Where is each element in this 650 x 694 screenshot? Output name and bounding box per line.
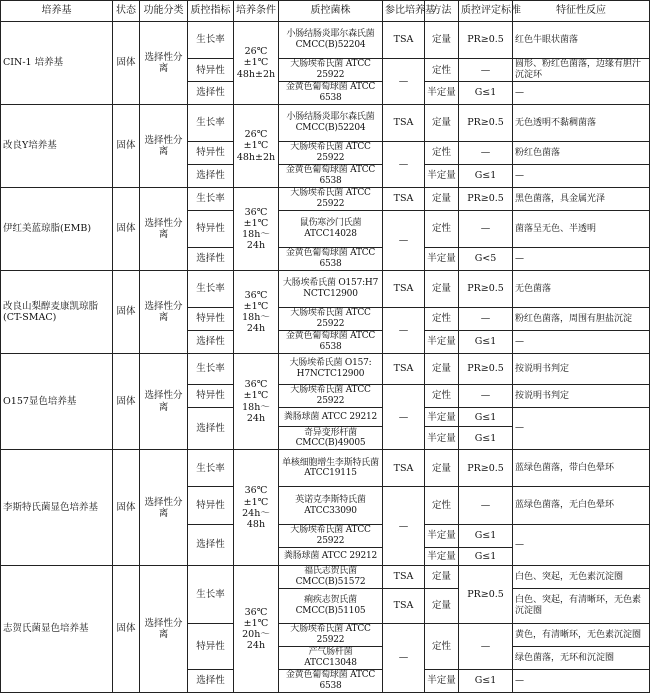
characteristic-reaction: 蓝绿色菌落，带白色晕环 <box>513 450 650 487</box>
characteristic-reaction: — <box>513 407 650 450</box>
header-state: 状态 <box>113 1 140 22</box>
qc-criterion: PR≥0.5 <box>459 22 513 59</box>
characteristic-reaction: 白色、突起，有清晰环，无色素沉淀圈 <box>513 589 650 624</box>
header-criterion: 质控评定标准 <box>459 1 513 22</box>
header-strain: 质控菌株 <box>279 1 383 22</box>
table-row <box>1 566 650 589</box>
reference-medium: TSA <box>383 450 425 487</box>
qc-criterion: — <box>459 308 513 331</box>
qc-method: 定量 <box>425 187 459 210</box>
medium-state: 固体 <box>113 187 140 270</box>
qc-strain: 大肠埃希氏菌 ATCC 25922 <box>279 308 383 331</box>
medium-name: 李斯特氏菌显色培养基 <box>1 450 113 566</box>
characteristic-reaction: 白色、突起，无色素沉淀圈 <box>513 566 650 589</box>
reference-medium: — <box>383 384 425 449</box>
qc-indicator: 选择性 <box>188 669 234 692</box>
qc-strain: 粪肠球菌 ATCC 29212 <box>279 407 383 427</box>
qc-strain: 大肠埃希氏菌 ATCC 25922 <box>279 187 383 210</box>
qc-strain: 福氏志贺氏菌 CMCC(B)51572 <box>279 566 383 589</box>
characteristic-reaction: — <box>513 331 650 354</box>
qc-indicator: 生长率 <box>188 104 234 141</box>
qc-indicator: 选择性 <box>188 248 234 271</box>
function-class: 选择性分离 <box>140 22 188 105</box>
characteristic-reaction: 粉红色菌落 <box>513 142 650 165</box>
culture-condition: 36℃±1℃ 18h～24h <box>234 187 279 270</box>
medium-name: CIN-1 培养基 <box>1 22 113 105</box>
medium-state: 固体 <box>113 353 140 449</box>
medium-name: 志贺氏菌显色培养基 <box>1 566 113 693</box>
table-row <box>1 22 650 59</box>
qc-criterion: G≤1 <box>459 669 513 692</box>
qc-strain: 痢疾志贺氏菌 CMCC(B)51105 <box>279 589 383 624</box>
function-class: 选择性分离 <box>140 187 188 270</box>
table-row <box>1 104 650 141</box>
qc-criterion: G≤1 <box>459 331 513 354</box>
qc-criterion: — <box>459 487 513 524</box>
reference-medium: — <box>383 308 425 354</box>
qc-indicator: 特异性 <box>188 210 234 247</box>
qc-method: 定性 <box>425 487 459 524</box>
table-row <box>1 450 650 487</box>
table-row <box>1 353 650 384</box>
medium-state: 固体 <box>113 270 140 353</box>
function-class: 选择性分离 <box>140 450 188 566</box>
culture-condition: 26℃±1℃ 48h±2h <box>234 22 279 105</box>
qc-method: 定量 <box>425 450 459 487</box>
table-row <box>1 270 650 307</box>
qc-method: 定性 <box>425 384 459 407</box>
qc-criterion: G≤1 <box>459 407 513 427</box>
characteristic-reaction: 菌落呈无色、半透明 <box>513 210 650 247</box>
qc-indicator: 生长率 <box>188 270 234 307</box>
reference-medium: — <box>383 59 425 105</box>
reference-medium: TSA <box>383 353 425 384</box>
medium-name: O157显色培养基 <box>1 353 113 449</box>
qc-indicator: 生长率 <box>188 187 234 210</box>
qc-criterion: G<5 <box>459 248 513 271</box>
characteristic-reaction: — <box>513 82 650 105</box>
function-class: 选择性分离 <box>140 566 188 693</box>
header-reference: 参比培养基 <box>383 1 425 22</box>
reference-medium: TSA <box>383 270 425 307</box>
qc-method: 定性 <box>425 308 459 331</box>
qc-strain: 金黄色葡萄球菌 ATCC 6538 <box>279 165 383 188</box>
qc-criterion: PR≥0.5 <box>459 353 513 384</box>
qc-criterion: PR≥0.5 <box>459 566 513 624</box>
qc-strain: 单核细胞增生李斯特氏菌 ATCC19115 <box>279 450 383 487</box>
qc-method: 定性 <box>425 142 459 165</box>
qc-method: 半定量 <box>425 407 459 427</box>
characteristic-reaction: 粉红色菌落，周围有胆盐沉淀 <box>513 308 650 331</box>
reference-medium: TSA <box>383 187 425 210</box>
qc-strain: 金黄色葡萄球菌 ATCC 6538 <box>279 82 383 105</box>
qc-method: 半定量 <box>425 427 459 450</box>
qc-indicator: 特异性 <box>188 624 234 670</box>
function-class: 选择性分离 <box>140 270 188 353</box>
qc-indicator: 特异性 <box>188 308 234 331</box>
qc-strain: 大肠埃希氏菌 O157: H7NCTC12900 <box>279 353 383 384</box>
table-row <box>1 187 650 210</box>
medium-name: 改良山梨醇麦康凯琼脂(CT-SMAC) <box>1 270 113 353</box>
qc-strain: 产气肠杆菌 ATCC13048 <box>279 647 383 670</box>
qc-indicator: 特异性 <box>188 59 234 82</box>
qc-strain: 大肠埃希氏菌 O157:H7 NCTC12900 <box>279 270 383 307</box>
medium-state: 固体 <box>113 22 140 105</box>
qc-method: 半定量 <box>425 331 459 354</box>
qc-criterion: — <box>459 210 513 247</box>
qc-strain: 大肠埃希氏菌 ATCC 25922 <box>279 624 383 647</box>
qc-method: 半定量 <box>425 669 459 692</box>
qc-criterion: PR≥0.5 <box>459 450 513 487</box>
reference-medium: — <box>383 487 425 566</box>
qc-method: 半定量 <box>425 248 459 271</box>
qc-method: 半定量 <box>425 165 459 188</box>
function-class: 选择性分离 <box>140 353 188 449</box>
header-medium: 培养基 <box>1 1 113 22</box>
medium-state: 固体 <box>113 450 140 566</box>
qc-indicator: 选择性 <box>188 407 234 450</box>
qc-method: 定量 <box>425 566 459 589</box>
qc-indicator: 特异性 <box>188 142 234 165</box>
qc-strain: 大肠埃希氏菌 ATCC 25922 <box>279 142 383 165</box>
reference-medium: TSA <box>383 589 425 624</box>
qc-strain: 小肠结肠炎耶尔森氏菌 CMCC(B)52204 <box>279 22 383 59</box>
header-row <box>1 1 650 22</box>
qc-strain: 小肠结肠炎耶尔森氏菌 CMCC(B)52204 <box>279 104 383 141</box>
reference-medium: — <box>383 624 425 693</box>
qc-indicator: 生长率 <box>188 566 234 624</box>
qc-criterion: — <box>459 624 513 670</box>
qc-method: 半定量 <box>425 547 459 566</box>
qc-criterion: G≤1 <box>459 82 513 105</box>
qc-indicator: 特异性 <box>188 487 234 524</box>
qc-method: 半定量 <box>425 82 459 105</box>
reference-medium: — <box>383 142 425 188</box>
characteristic-reaction: — <box>513 524 650 565</box>
qc-indicator: 生长率 <box>188 22 234 59</box>
qc-criterion: — <box>459 142 513 165</box>
characteristic-reaction: 蓝绿色菌落，无白色晕环 <box>513 487 650 524</box>
characteristic-reaction: 按说明书判定 <box>513 384 650 407</box>
header-function: 功能分类 <box>140 1 188 22</box>
qc-method: 定量 <box>425 589 459 624</box>
qc-method: 定性 <box>425 210 459 247</box>
medium-state: 固体 <box>113 104 140 187</box>
culture-condition: 36℃±1℃ 18h～24h <box>234 270 279 353</box>
qc-indicator: 选择性 <box>188 165 234 188</box>
qc-criterion: G≤1 <box>459 427 513 450</box>
header-indicator: 质控指标 <box>188 1 234 22</box>
reference-medium: — <box>383 210 425 270</box>
qc-indicator: 生长率 <box>188 450 234 487</box>
culture-condition: 36℃±1℃ 18h～24h <box>234 353 279 449</box>
culture-condition: 36℃±1℃ 20h～24h <box>234 566 279 693</box>
characteristic-reaction: 黄色，有清晰环，无色素沉淀圈 <box>513 624 650 647</box>
qc-indicator: 选择性 <box>188 331 234 354</box>
qc-strain: 大肠埃希氏菌 ATCC 25922 <box>279 59 383 82</box>
header-condition: 培养条件 <box>234 1 279 22</box>
qc-strain: 奇异变形杆菌 CMCC(B)49005 <box>279 427 383 450</box>
culture-condition: 36℃±1℃ 24h～48h <box>234 450 279 566</box>
qc-method: 定性 <box>425 624 459 670</box>
characteristic-reaction: — <box>513 248 650 271</box>
qc-strain: 大肠埃希氏菌 ATCC 25922 <box>279 524 383 547</box>
characteristic-reaction: 红色牛眼状菌落 <box>513 22 650 59</box>
function-class: 选择性分离 <box>140 104 188 187</box>
qc-indicator: 特异性 <box>188 384 234 407</box>
qc-strain: 金黄色葡萄球菌 ATCC 6538 <box>279 248 383 271</box>
qc-strain: 鼠伤寒沙门氏菌 ATCC14028 <box>279 210 383 247</box>
qc-method: 定性 <box>425 59 459 82</box>
qc-criterion: PR≥0.5 <box>459 187 513 210</box>
characteristic-reaction: — <box>513 669 650 692</box>
medium-state: 固体 <box>113 566 140 693</box>
reference-medium: TSA <box>383 566 425 589</box>
reference-medium: TSA <box>383 104 425 141</box>
qc-method: 定量 <box>425 270 459 307</box>
characteristic-reaction: 按说明书判定 <box>513 353 650 384</box>
culture-condition: 26℃±1℃ 48h±2h <box>234 104 279 187</box>
reference-medium: TSA <box>383 22 425 59</box>
qc-method: 定量 <box>425 104 459 141</box>
qc-method: 半定量 <box>425 524 459 547</box>
header-method: 方法 <box>425 1 459 22</box>
qc-strain: 英诺克李斯特氏菌 ATCC33090 <box>279 487 383 524</box>
qc-strain: 大肠埃希氏菌 ATCC 25922 <box>279 384 383 407</box>
characteristic-reaction: 圆形、粉红色菌落，边缘有胆汁沉淀环 <box>513 59 650 82</box>
qc-indicator: 选择性 <box>188 82 234 105</box>
qc-criterion: — <box>459 384 513 407</box>
qc-strain: 金黄色葡萄球菌 ATCC 6538 <box>279 669 383 692</box>
qc-method: 定量 <box>425 353 459 384</box>
qc-strain: 粪肠球菌 ATCC 29212 <box>279 547 383 566</box>
characteristic-reaction: 黑色菌落，具金属光泽 <box>513 187 650 210</box>
qc-method: 定量 <box>425 22 459 59</box>
medium-name: 伊红美蓝琼脂(EMB) <box>1 187 113 270</box>
qc-criterion: PR≥0.5 <box>459 270 513 307</box>
qc-strain: 金黄色葡萄球菌 ATCC 6538 <box>279 331 383 354</box>
characteristic-reaction: 绿色菌落，无环和沉淀圈 <box>513 647 650 670</box>
qc-indicator: 生长率 <box>188 353 234 384</box>
characteristic-reaction: — <box>513 165 650 188</box>
characteristic-reaction: 无色菌落 <box>513 270 650 307</box>
qc-criterion: G≤1 <box>459 165 513 188</box>
qc-criterion: — <box>459 59 513 82</box>
characteristic-reaction: 无色透明不黏稠菌落 <box>513 104 650 141</box>
header-reaction: 特征性反应 <box>513 1 650 22</box>
qc-criterion: G≤1 <box>459 524 513 547</box>
medium-name: 改良Y培养基 <box>1 104 113 187</box>
qc-criterion: G≤1 <box>459 547 513 566</box>
qc-indicator: 选择性 <box>188 524 234 565</box>
qc-criterion: PR≥0.5 <box>459 104 513 141</box>
